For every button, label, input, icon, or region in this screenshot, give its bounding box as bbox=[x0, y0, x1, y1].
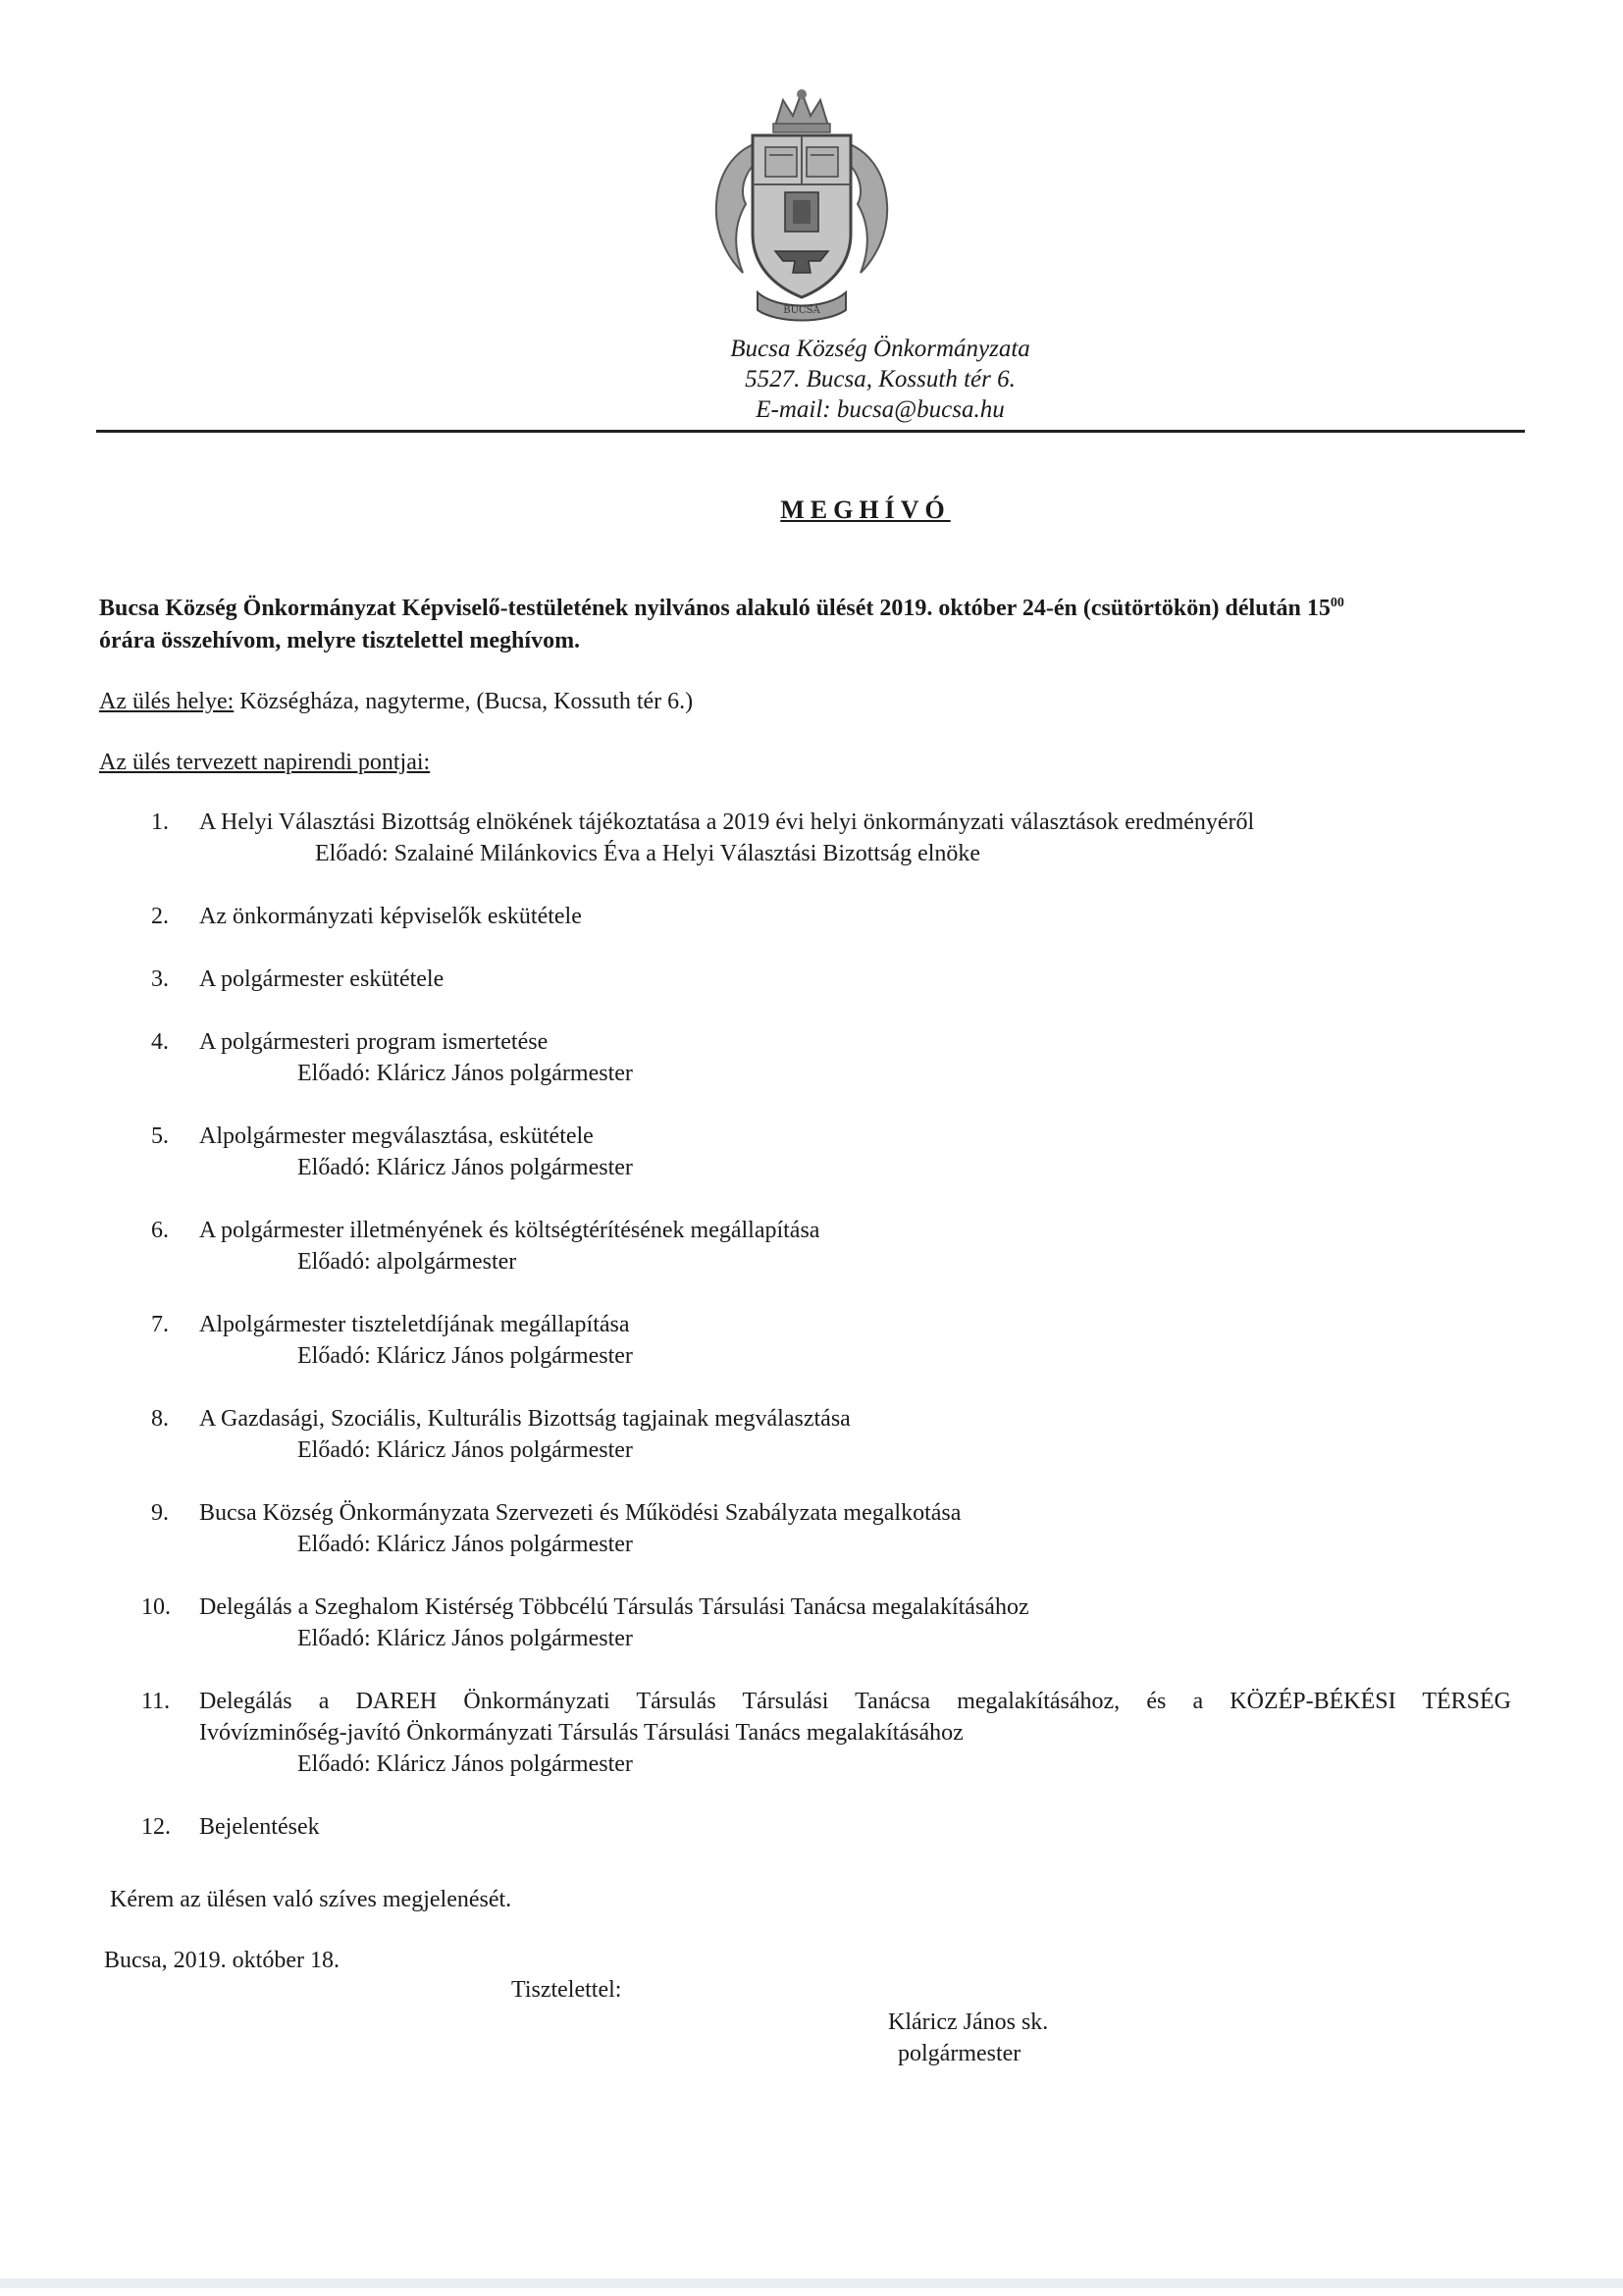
intro-line-b: órára összehívom, melyre tisztelettel meghívom. bbox=[99, 628, 581, 653]
agenda-item-number: 2. bbox=[151, 904, 169, 929]
agenda-item-number: 7. bbox=[151, 1312, 169, 1337]
agenda-item-text: Alpolgármester tiszteletdíjának megállapítása bbox=[199, 1312, 630, 1337]
agenda-item-text: Bucsa Község Önkormányzata Szervezeti és Működési Szabályzata megalkotása bbox=[199, 1500, 962, 1526]
agenda-item-text: Delegálás a Szeghalom Kistérség Többcélú Társulás Társulási Tanácsa megalakításához bbox=[199, 1594, 1029, 1620]
agenda-item-text: Bejelentések bbox=[199, 1814, 320, 1840]
agenda-item-number: 10. bbox=[141, 1594, 171, 1620]
agenda-item bbox=[0, 807, 1511, 869]
agenda-item-number: 9. bbox=[151, 1500, 169, 1526]
meeting-place-label: Az ülés helye: bbox=[99, 689, 235, 714]
intro-time-superscript: 00 bbox=[1330, 596, 1344, 610]
agenda-item-text: A polgármesteri program ismertetése bbox=[199, 1029, 549, 1055]
agenda-item bbox=[0, 1026, 1511, 1089]
agenda-item-number: 5. bbox=[151, 1123, 169, 1149]
document-title: MEGHÍVÓ bbox=[780, 496, 951, 524]
signer-role: polgármester bbox=[898, 2041, 1021, 2066]
signature-block bbox=[888, 2007, 1048, 2069]
scan-edge bbox=[0, 2278, 1623, 2288]
agenda-item-presenter: Előadó: Kláricz János polgármester bbox=[297, 1532, 633, 1557]
agenda-item-presenter: Előadó: Kláricz János polgármester bbox=[297, 1437, 633, 1463]
intro-paragraph bbox=[99, 587, 1522, 657]
agenda-item bbox=[0, 1592, 1511, 1654]
agenda-item-text: Alpolgármester megválasztása, eskütétele bbox=[199, 1123, 594, 1149]
coat-of-arms-logo bbox=[699, 86, 905, 327]
agenda-item-number: 8. bbox=[151, 1406, 169, 1432]
agenda-item-text: A Helyi Választási Bizottság elnökének tájékoztatása a 2019 évi helyi önkormányzati választások eredményéről bbox=[199, 809, 1255, 835]
agenda-item bbox=[0, 1403, 1511, 1466]
agenda-item bbox=[0, 1497, 1511, 1560]
agenda-heading: Az ülés tervezett napirendi pontjai: bbox=[99, 750, 431, 775]
agenda-item-presenter: Előadó: Kláricz János polgármester bbox=[297, 1155, 633, 1180]
agenda-item-number: 6. bbox=[151, 1218, 169, 1243]
agenda-item bbox=[0, 964, 1511, 995]
agenda-item-presenter: Előadó: Kláricz János polgármester bbox=[297, 1061, 633, 1086]
agenda-item-presenter: Előadó: alpolgármester bbox=[297, 1249, 517, 1275]
agenda-item-text: Delegálás a DAREH Önkormányzati Társulás Társulási Tanácsa megalakításához, és a KÖZÉP-BÉKÉSI TÉRSÉG bbox=[199, 1689, 1511, 1714]
agenda-item-presenter: Előadó: Kláricz János polgármester bbox=[297, 1751, 633, 1777]
agenda-item bbox=[0, 1309, 1511, 1372]
letterhead-address: 5527. Bucsa, Kossuth tér 6. bbox=[745, 366, 1016, 392]
greeting: Tisztelettel: bbox=[511, 1977, 622, 2003]
agenda-item-presenter: Előadó: Szalainé Milánkovics Éva a Helyi Választási Bizottság elnöke bbox=[315, 841, 981, 866]
agenda-item-text: Az önkormányzati képviselők eskütétele bbox=[199, 904, 582, 929]
agenda-item-presenter: Előadó: Kláricz János polgármester bbox=[297, 1343, 633, 1369]
agenda-list bbox=[0, 807, 1623, 1874]
agenda-item bbox=[0, 1215, 1511, 1278]
letterhead-name: Bucsa Község Önkormányzata bbox=[730, 336, 1030, 362]
agenda-item-text: A polgármester eskütétele bbox=[199, 966, 445, 992]
signer-name: Kláricz János sk. bbox=[888, 2009, 1049, 2035]
agenda-item-number: 12. bbox=[141, 1814, 171, 1840]
agenda-item bbox=[0, 1811, 1511, 1843]
meeting-place bbox=[99, 687, 693, 716]
closing-sentence: Kérem az ülésen való szíves megjelenését. bbox=[110, 1887, 512, 1912]
agenda-item-presenter: Előadó: Kláricz János polgármester bbox=[297, 1626, 633, 1651]
document-date: Bucsa, 2019. október 18. bbox=[104, 1948, 340, 1973]
meeting-place-value: Községháza, nagyterme, (Bucsa, Kossuth tér 6.) bbox=[239, 689, 694, 714]
svg-text:BUCSA: BUCSA bbox=[783, 305, 820, 316]
intro-line-a: Bucsa Község Önkormányzat Képviselő-testületének nyilvános alakuló ülését 2019. október 24-én (csütörtökön) délután 15 bbox=[99, 596, 1331, 621]
agenda-item-number: 11. bbox=[141, 1689, 171, 1714]
agenda-item-text: A polgármester illetményének és költségtérítésének megállapítása bbox=[199, 1218, 820, 1243]
agenda-item-number: 1. bbox=[151, 809, 169, 835]
letterhead-email: E-mail: bucsa@bucsa.hu bbox=[756, 396, 1005, 423]
agenda-item bbox=[0, 1121, 1511, 1183]
agenda-item-text-continued: Ivóvízminőség-javító Önkormányzati Társulás Társulási Tanács megalakításához bbox=[199, 1720, 964, 1746]
letterhead bbox=[0, 334, 1623, 425]
agenda-item bbox=[0, 1686, 1511, 1780]
agenda-item bbox=[0, 901, 1511, 932]
agenda-item-number: 3. bbox=[151, 966, 169, 992]
agenda-item-text: A Gazdasági, Szociális, Kulturális Bizottság tagjainak megválasztása bbox=[199, 1406, 851, 1432]
header-divider bbox=[96, 430, 1525, 433]
agenda-item-number: 4. bbox=[151, 1029, 169, 1055]
